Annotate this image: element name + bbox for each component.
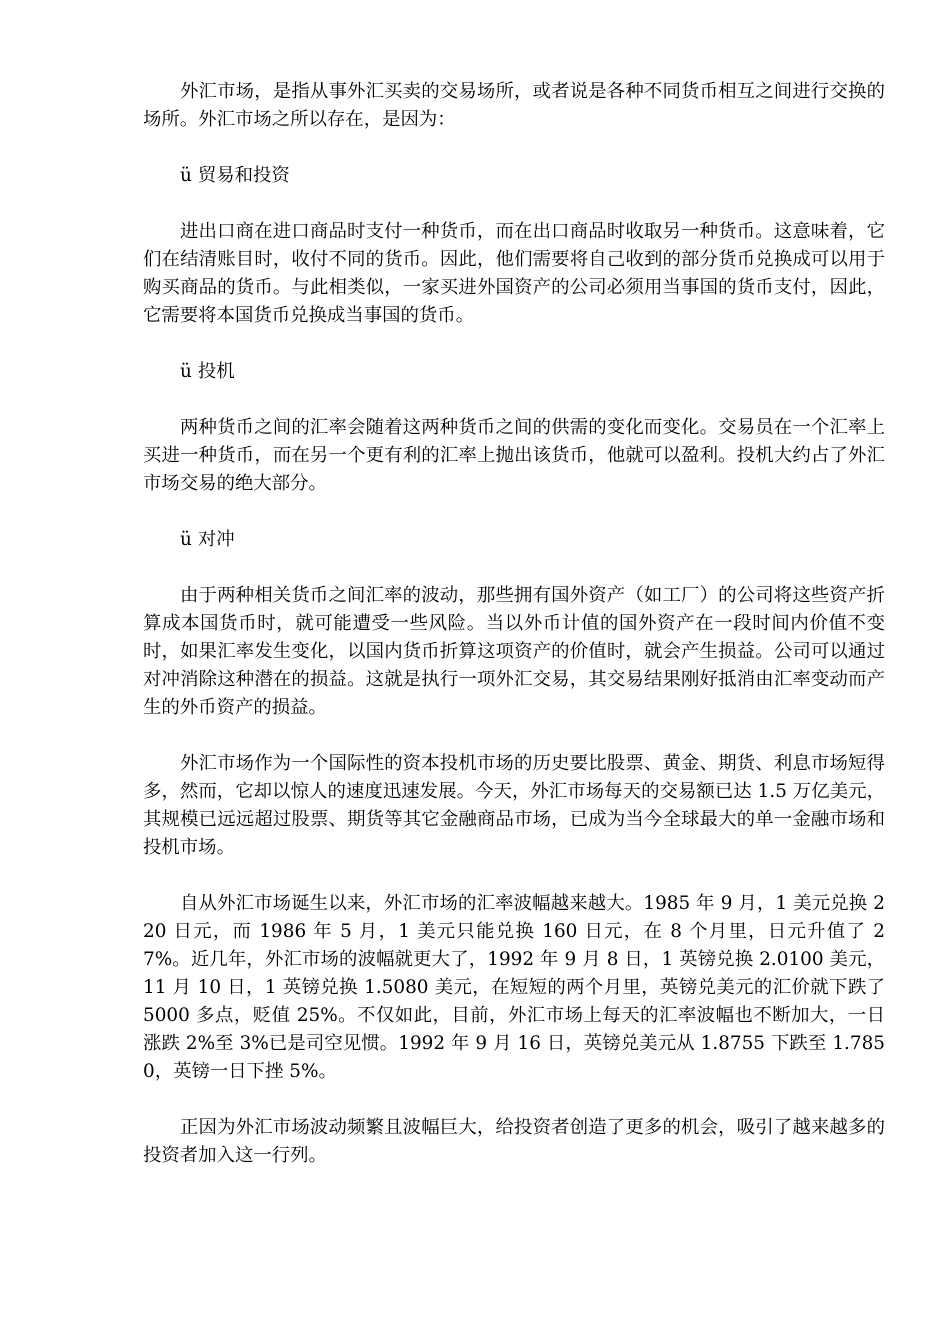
bullet-label: 贸易和投资 xyxy=(197,165,290,186)
paragraph-volatility: 自从外汇市场诞生以来，外汇市场的汇率波幅越来越大。1985 年 9 月，1 美元兑换 220 日元，而 1986 年 5 月，1 美元只能兑换 160 日元，在 8 个月里，日元升值了 27%。近几年，外汇市场的波幅就更大了，1992 年 9 月 8 日，1 英镑兑换 2.0100 美元，11 月 10 日，1 英镑兑换 1.5080 美元，在短短的两个月里，英镑兑美元的汇价就下跌了 5000 多点，贬值 25%。不仅如此，目前，外汇市场上每天的汇率波幅也不断加大，一日涨跌 2%至 3%已是司空见惯。1992 年 9 月 16 日，英镑兑美元从 1.8755 下跌至 1.7850，英镑一日下挫 5%。 xyxy=(143,893,885,1082)
bullet-label: 对冲 xyxy=(197,529,235,550)
bullet-speculation xyxy=(143,358,885,386)
bullet-hedging xyxy=(143,526,885,554)
checkmark-bullet-icon: ü xyxy=(180,529,192,550)
checkmark-bullet-icon: ü xyxy=(180,361,192,382)
paragraph-speculation: 两种货币之间的汇率会随着这两种货币之间的供需的变化而变化。交易员在一个汇率上买进一种货币，而在另一个更有利的汇率上抛出该货币，他就可以盈利。投机大约占了外汇市场交易的绝大部分。 xyxy=(143,417,885,494)
paragraph-intro: 外汇市场，是指从事外汇买卖的交易场所，或者说是各种不同货币相互之间进行交换的场所。外汇市场之所以存在，是因为： xyxy=(143,81,885,130)
paragraph-market-size: 外汇市场作为一个国际性的资本投机市场的历史要比股票、黄金、期货、利息市场短得多，然而，它却以惊人的速度迅速发展。今天，外汇市场每天的交易额已达 1.5 万亿美元，其规模已远远超过股票、期货等其它金融商品市场，已成为当今全球最大的单一金融市场和投机市场。 xyxy=(143,753,885,858)
checkmark-bullet-icon: ü xyxy=(180,165,192,186)
bullet-label: 投机 xyxy=(197,361,235,382)
bullet-trade-investment xyxy=(143,162,885,190)
paragraph-conclusion: 正因为外汇市场波动频繁且波幅巨大，给投资者创造了更多的机会，吸引了越来越多的投资者加入这一行列。 xyxy=(143,1117,885,1166)
paragraph-trade: 进出口商在进口商品时支付一种货币，而在出口商品时收取另一种货币。这意味着，它们在结清账目时，收付不同的货币。因此，他们需要将自己收到的部分货币兑换成可以用于购买商品的货币。与此相类似，一家买进外国资产的公司必须用当事国的货币支付，因此，它需要将本国货币兑换成当事国的货币。 xyxy=(143,221,885,326)
paragraph-hedging: 由于两种相关货币之间汇率的波动，那些拥有国外资产（如工厂）的公司将这些资产折算成本国货币时，就可能遭受一些风险。当以外币计值的国外资产在一段时间内价值不变时，如果汇率发生变化，以国内货币折算这项资产的价值时，就会产生损益。公司可以通过对冲消除这种潜在的损益。这就是执行一项外汇交易，其交易结果刚好抵消由汇率变动而产生的外币资产的损益。 xyxy=(143,585,885,718)
document-body xyxy=(143,78,885,1198)
